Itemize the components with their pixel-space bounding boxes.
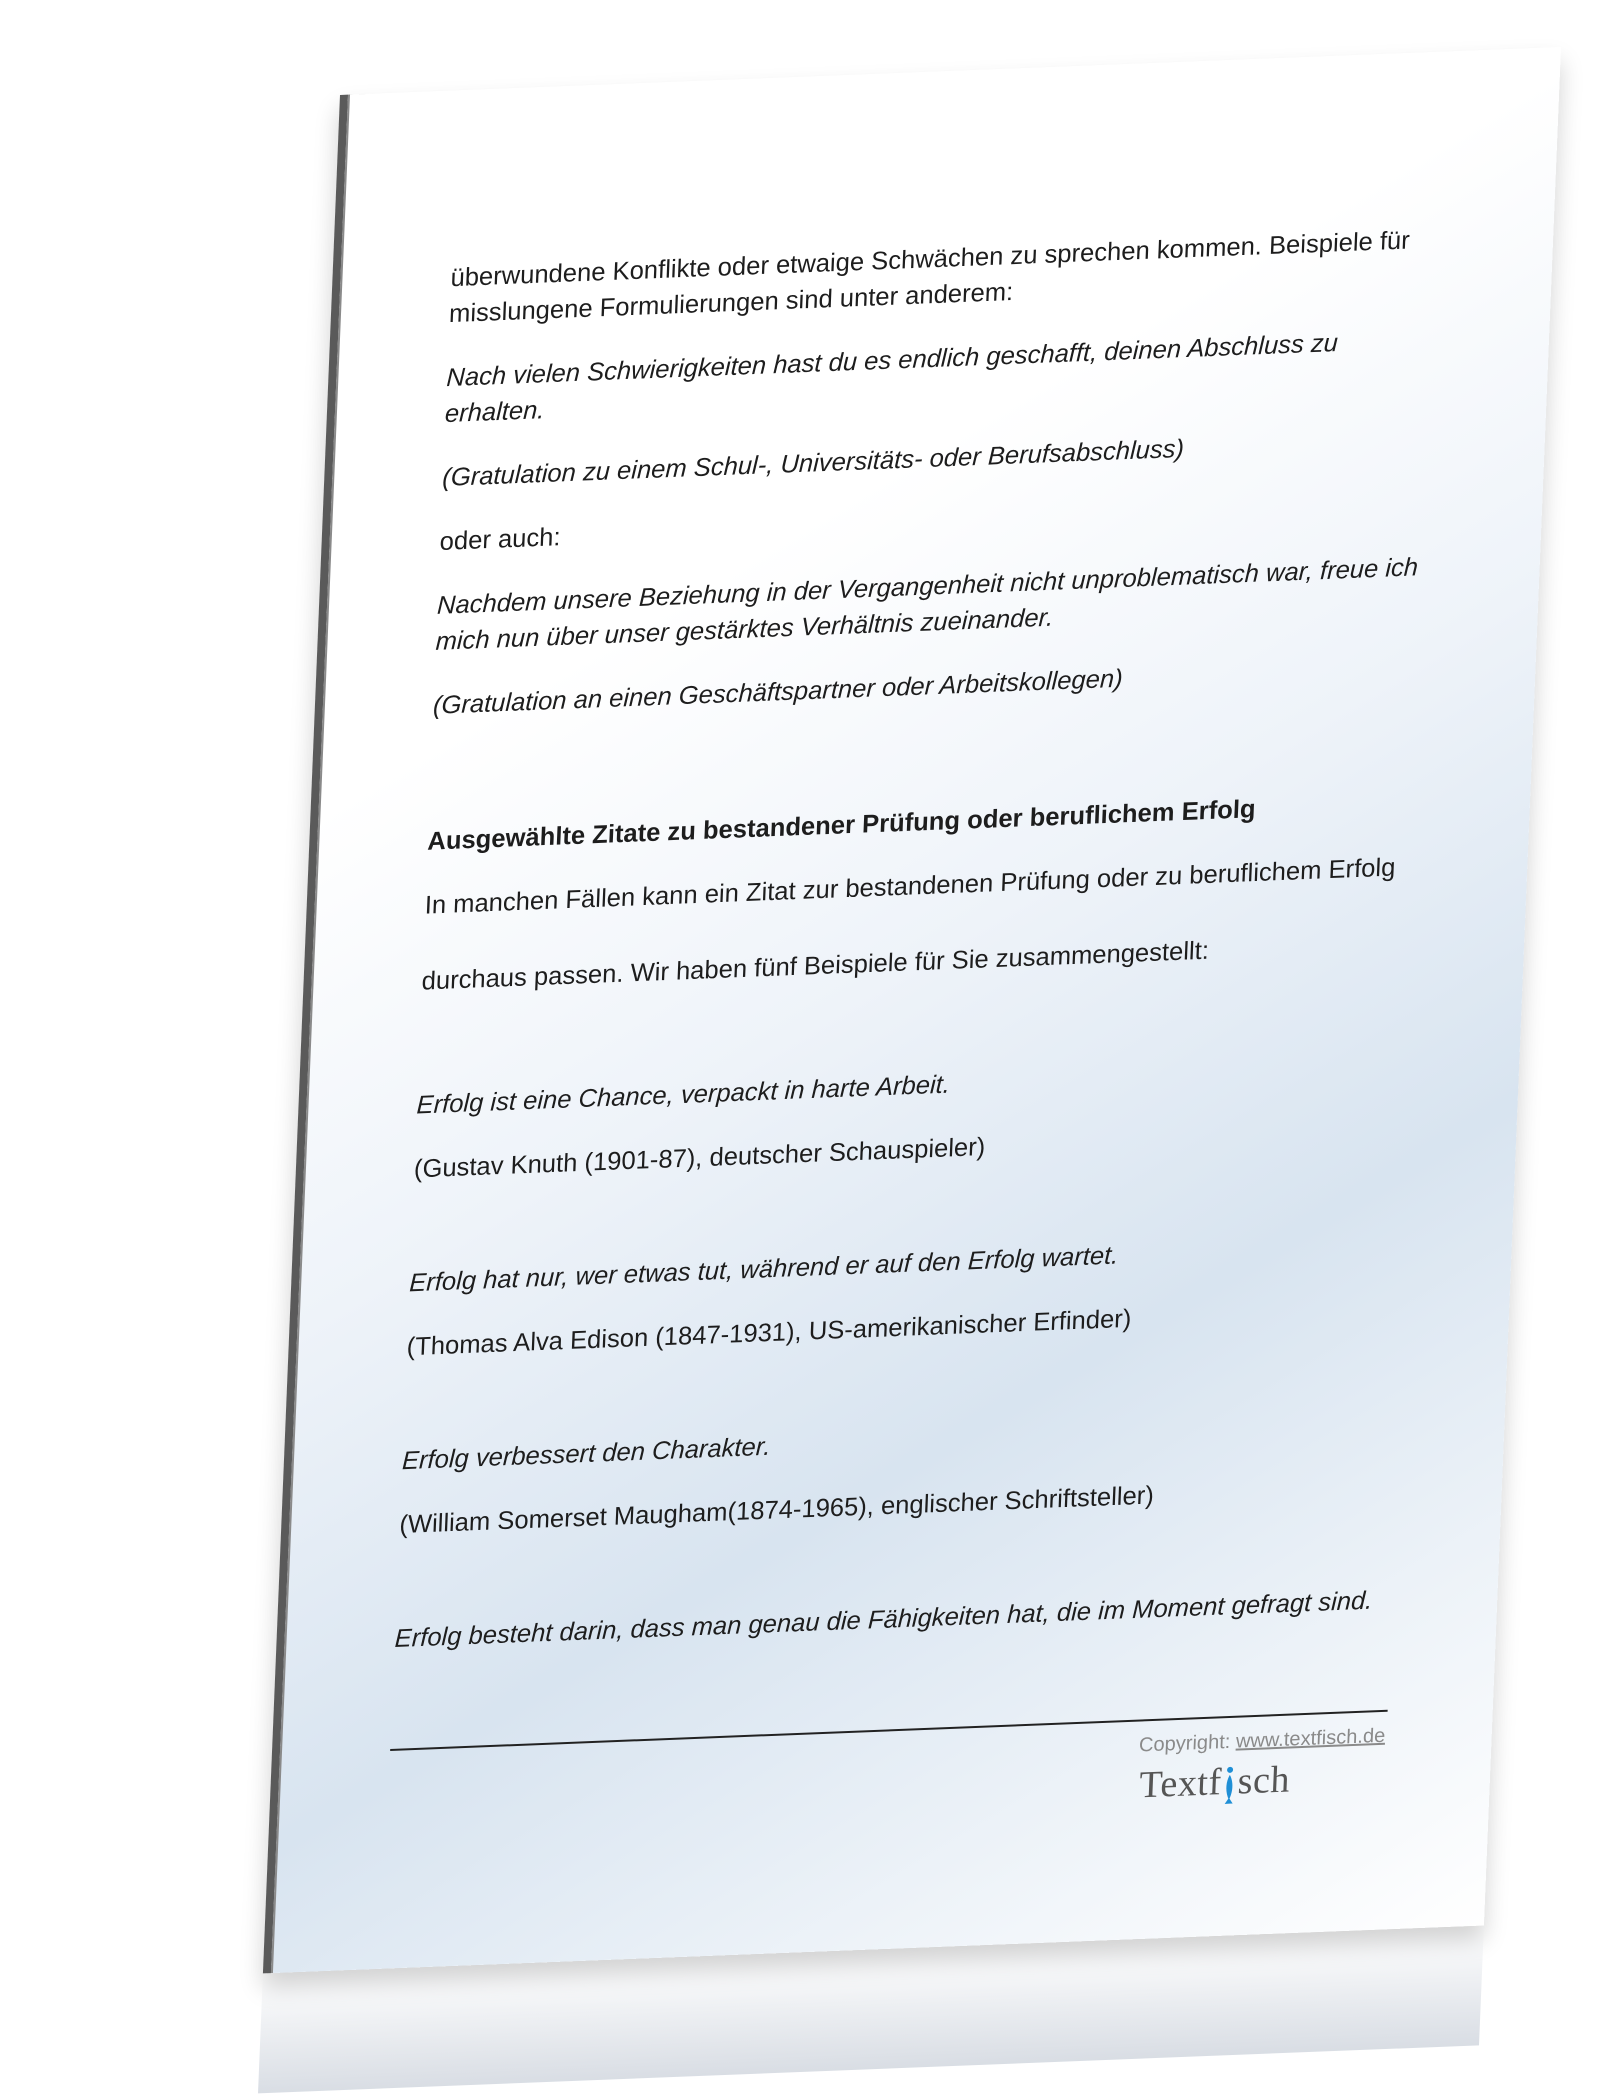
quote-text: Erfolg besteht darin, dass man genau die Fähigkeiten hat, die im Moment gefragt sind.: [394, 1586, 1373, 1654]
textfisch-logo: [1138, 1753, 1398, 1807]
logo-text-prefix: Textf: [1138, 1761, 1223, 1807]
example-sentence: Nach vielen Schwierigkeiten hast du es endlich geschafft, deinen Abschluss zu erhalten.: [444, 329, 1339, 429]
document-page: [263, 47, 1561, 1973]
quote-source: (Thomas Alva Edison (1847-1931), US-amerikanischer Erfinder): [406, 1304, 1132, 1362]
copyright-link[interactable]: www.textfisch.de: [1235, 1724, 1386, 1753]
intro-line: durchaus passen. Wir haben fünf Beispiele für Sie zusammengestellt:: [421, 936, 1210, 996]
intro-line: In manchen Fällen kann ein Zitat zur bestandenen Prüfung oder zu beruflichem Erfolg: [424, 853, 1396, 920]
quote-text: Erfolg hat nur, wer etwas tut, während er auf den Erfolg wartet.: [408, 1241, 1119, 1298]
copyright-line: [1139, 1724, 1401, 1757]
example-caption: (Gratulation an einen Geschäftspartner oder Arbeitskollegen): [432, 664, 1124, 720]
fish-icon: [1222, 1764, 1238, 1805]
quote-source: (Gustav Knuth (1901-87), deutscher Schauspieler): [413, 1133, 986, 1184]
quote-text: Erfolg verbessert den Charakter.: [401, 1432, 772, 1476]
footer: [1136, 1724, 1400, 1807]
quote-source: (William Somerset Maugham(1874-1965), englischer Schriftsteller): [398, 1481, 1155, 1540]
example-caption: (Gratulation zu einem Schul-, Universitäts- oder Berufsabschluss): [441, 434, 1185, 493]
quote-text: Erfolg ist eine Chance, verpackt in harte Arbeit.: [416, 1070, 951, 1120]
paragraph: oder auch:: [439, 523, 562, 556]
paragraph: überwundene Konflikte oder etwaige Schwächen zu sprechen kommen. Beispiele für misslungene Formulierungen sind unter anderem:: [448, 226, 1411, 329]
document-body: [394, 222, 1434, 1657]
section-heading: Ausgewählte Zitate zu bestandener Prüfung oder beruflichem Erfolg: [426, 795, 1257, 856]
logo-text-suffix: sch: [1236, 1758, 1291, 1803]
copyright-label: Copyright:: [1138, 1730, 1237, 1757]
example-sentence: Nachdem unsere Beziehung in der Vergangenheit nicht unproblematisch war, freue ich mich nun über unser gestärktes Verhältnis zueinander.: [435, 553, 1419, 656]
